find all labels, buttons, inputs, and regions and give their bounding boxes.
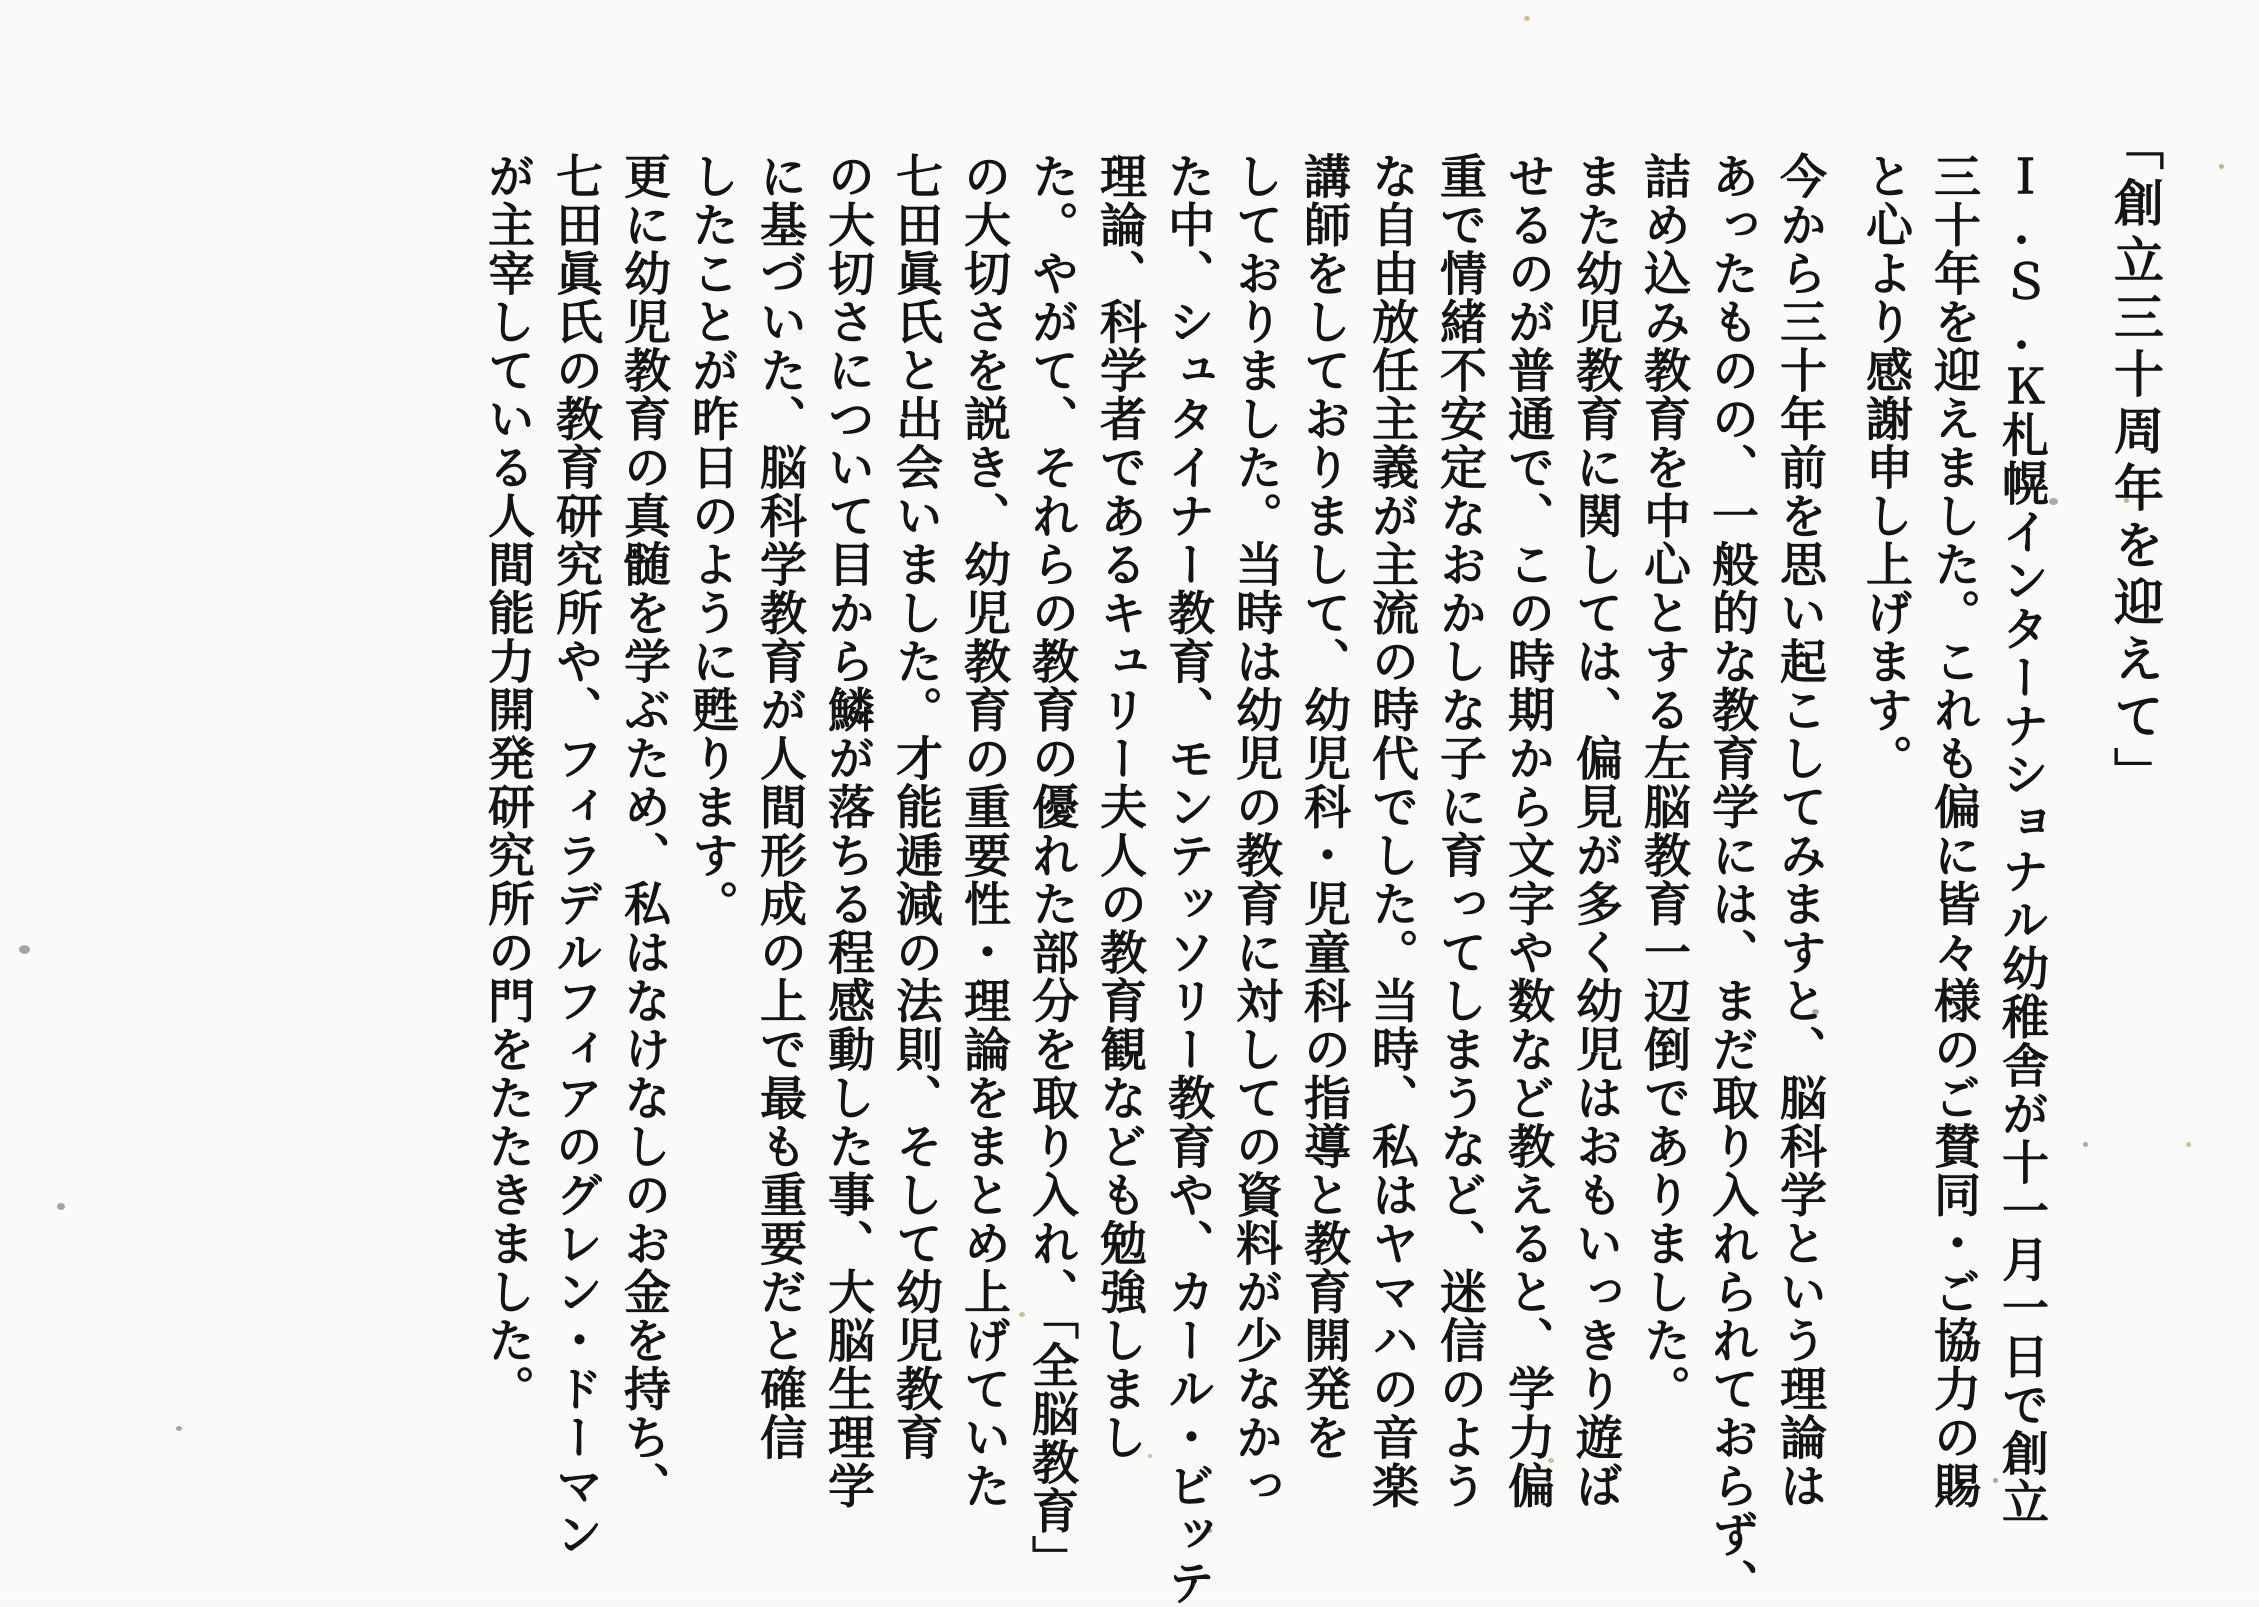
body-line: に基づいた、脳科学教育が人間形成の上で最も重要だと確信 (752, 152, 807, 1462)
body-line: 七田眞氏と出会いました。才能逓減の法則、そして幼児教育 (888, 152, 943, 1462)
paper-fleck (2219, 164, 2224, 169)
body-line: 詰め込み教育を中心とする左脳教育一辺倒でありました。 (1636, 152, 1691, 1413)
body-line: な自由放任主義が主流の時代でした。当時、私はヤマハの音楽 (1364, 152, 1419, 1510)
body-line: た中、シュタイナー教育、モンテッソリー教育や、カール・ビッテ (1160, 152, 1215, 1607)
body-line: あったものの、一般的な教育学には、まだ取り入れられておらず、 (1704, 152, 1759, 1607)
body-line: 今から三十年前を思い起こしてみますと、脳科学という理論は (1772, 152, 1827, 1510)
body-line: しておりました。当時は幼児の教育に対しての資料が少なかっ (1228, 152, 1283, 1510)
body-line: 重で情緒不安定なおかしな子に育ってしまうなど、迷信のよう (1432, 152, 1487, 1510)
body-line: せるのが普通で、この時期から文字や数など教えると、学力偏 (1500, 152, 1555, 1510)
body-line: た。やがて、それらの教育の優れた部分を取り入れ、「全脳教育」 (1024, 152, 1079, 1584)
paper-fleck (1524, 16, 1530, 21)
body-line: 更に幼児教育の真髄を学ぶため、私はなけなしのお金を持ち、 (616, 152, 671, 1510)
letter-text-columns (473, 110, 2169, 1607)
paper-fleck (57, 1203, 65, 1210)
intro-line: と心より感謝申し上げます。 (1858, 152, 1913, 783)
body-line: の大切さを説き、幼児教育の重要性・理論をまとめ上げていた (956, 152, 1011, 1510)
paper-fleck (19, 945, 30, 954)
letter-title: 「創立三十周年を迎えて」 (2106, 120, 2165, 804)
body-line: したことが昨日のように甦ります。 (684, 152, 739, 928)
column-gap (1833, 110, 1851, 1550)
body-line: 七田眞氏の教育研究所や、フィラデルフィアのグレン・ドーマン (548, 152, 603, 1559)
body-line: 講師をしておりまして、幼児科・児童科の指導と教育開発を (1296, 152, 1351, 1462)
paper-fleck (176, 1426, 182, 1431)
intro-line: 三十年を迎えました。これも偏に皆々様のご賛同・ご協力の賜 (1926, 152, 1981, 1510)
intro-line: Ｉ.Ｓ.Ｋ札幌インターナショナル幼稚舎が十一月一日で創立 (1994, 152, 2049, 1526)
body-line: また幼児教育に関しては、偏見が多く幼児はおもいっきり遊ば (1568, 152, 1623, 1510)
paper-fleck (2186, 1142, 2191, 1147)
body-line: が主宰している人間能力開発研究所の門をたたきました。 (480, 152, 535, 1413)
body-line: の大切さについて目から鱗が落ちる程感動した事、大脳生理学 (820, 152, 875, 1510)
column-gap (2055, 110, 2073, 1550)
body-line: 理論、科学者であるキュリー夫人の教育観なども勉強しまし (1092, 152, 1147, 1462)
